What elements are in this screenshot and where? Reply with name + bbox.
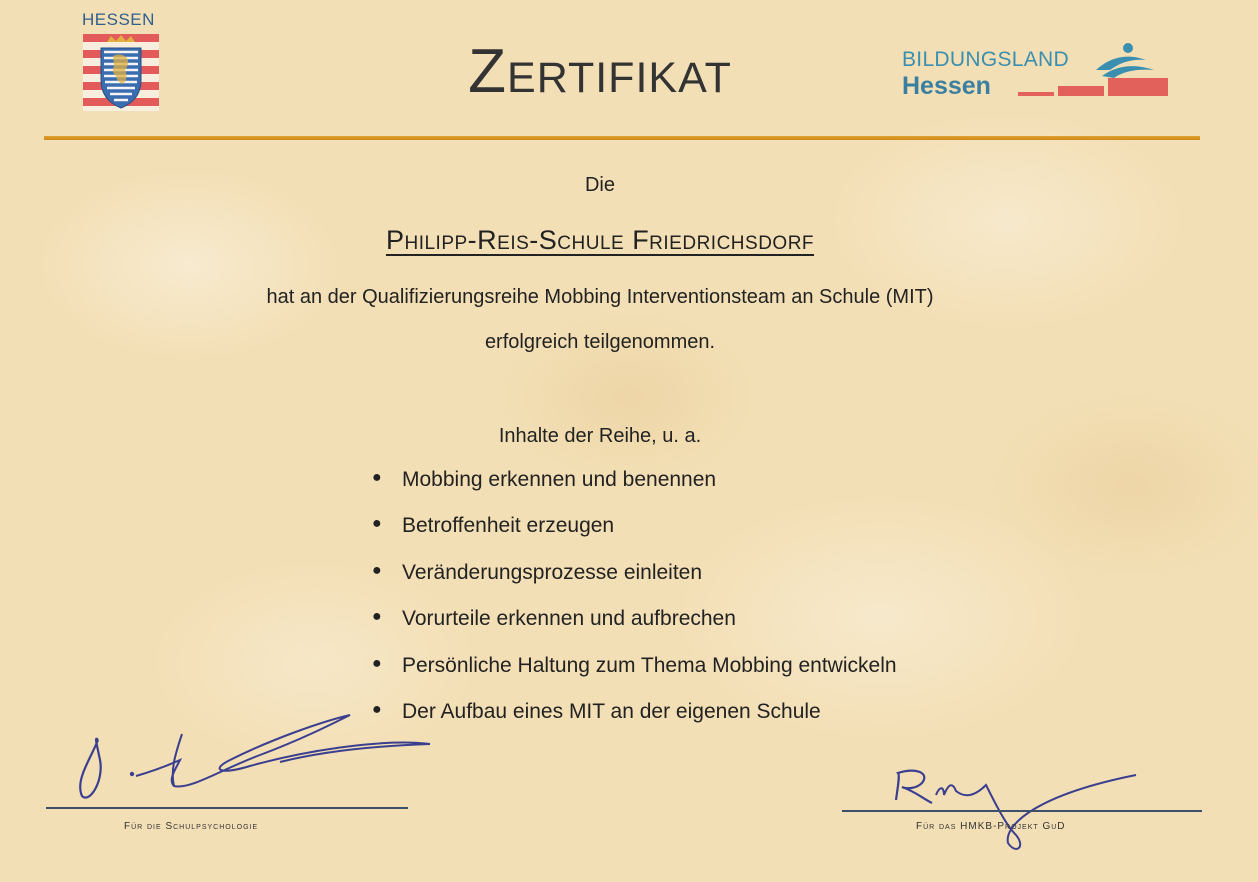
bullet-icon: ● xyxy=(372,654,382,672)
list-item xyxy=(372,700,897,746)
list-item-text: Persönliche Haltung zum Thema Mobbing entwickeln xyxy=(402,653,897,677)
signature-right-icon xyxy=(886,755,1146,855)
bildungsland-logo-line2: Hessen xyxy=(902,72,991,100)
list-item-text: Mobbing erkennen und benennen xyxy=(402,468,717,491)
list-item xyxy=(372,561,897,607)
certificate-title: Zertifikat xyxy=(468,37,732,106)
list-item-text: Vorurteile erkennen und aufbrechen xyxy=(402,607,736,631)
school-name: Philipp-Reis-Schule Friedrichsdorf xyxy=(385,225,815,255)
bullet-icon: ● xyxy=(372,608,382,626)
statement-line-2: erfolgreich teilgenommen. xyxy=(484,331,716,353)
contents-list xyxy=(372,468,897,746)
bildungsland-logo-line1: BILDUNGSLAND xyxy=(902,48,1069,71)
statement-line-1: hat an der Qualifizierungsreihe Mobbing Interventionsteam an Schule (MIT) xyxy=(266,286,934,308)
contents-heading: Inhalte der Reihe, u. a. xyxy=(498,425,702,447)
list-item-text: Der Aufbau eines MIT an der eigenen Schule xyxy=(402,699,821,723)
signature-line-left xyxy=(46,807,408,809)
list-item xyxy=(372,514,897,560)
bullet-icon: ● xyxy=(372,700,382,718)
header-divider xyxy=(44,136,1200,140)
hessen-label: HESSEN xyxy=(82,10,155,29)
list-item xyxy=(372,607,897,653)
bullet-icon: ● xyxy=(372,469,382,486)
list-item-text: Veränderungsprozesse einleiten xyxy=(402,560,703,584)
signature-line-right xyxy=(842,810,1202,812)
list-item xyxy=(372,468,897,514)
signature-left-icon xyxy=(70,700,450,810)
intro-text: Die xyxy=(584,174,615,196)
signature-caption-left: Für die Schulpsychologie xyxy=(124,821,259,832)
signature-caption-right: Für das HMKB-Projekt GuD xyxy=(916,821,1066,832)
bullet-icon: ● xyxy=(372,561,382,579)
list-item-text: Betroffenheit erzeugen xyxy=(402,514,615,538)
list-item xyxy=(372,654,897,700)
bullet-icon: ● xyxy=(372,515,382,533)
bildungsland-runner-logo-icon xyxy=(1018,40,1168,98)
